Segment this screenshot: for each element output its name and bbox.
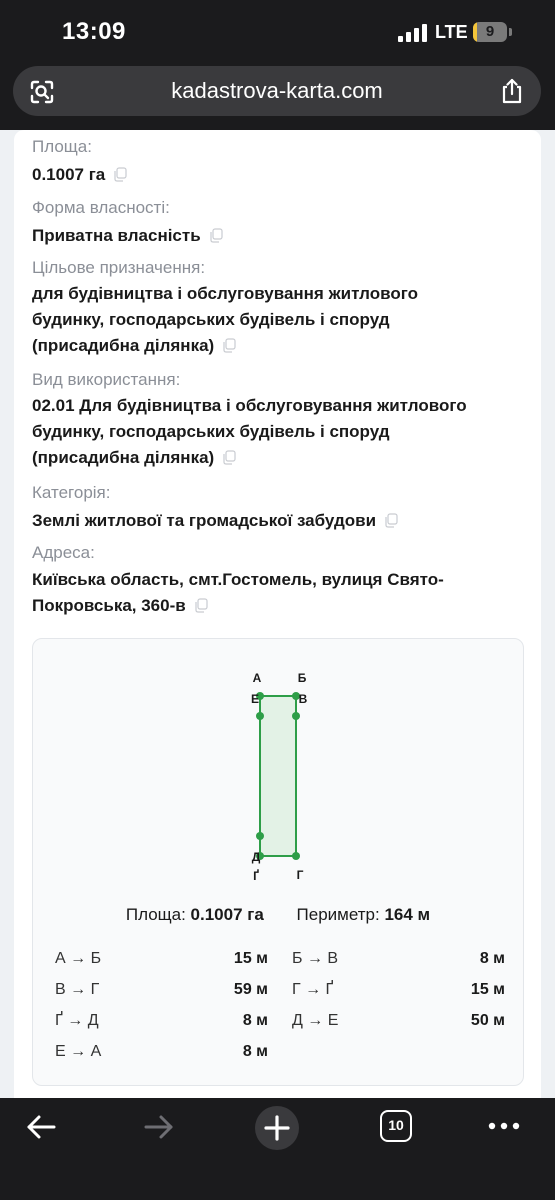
- segment-item: [55, 945, 268, 976]
- address-bar[interactable]: [13, 66, 541, 116]
- battery-tip: [509, 28, 512, 36]
- browser-toolbar: [0, 1098, 555, 1200]
- field-value-address: [32, 567, 522, 619]
- segment-name: Е → А: [55, 1043, 102, 1060]
- value-line: для будівництва і обслуговування житлового: [32, 284, 418, 303]
- field-value-ownership: [32, 223, 522, 249]
- back-arrow-icon[interactable]: [24, 1110, 58, 1144]
- value-line: будинку, господарських будівель і споруд: [32, 310, 390, 329]
- field-label-address: Адреса:: [32, 543, 95, 562]
- status-time: 13:09: [62, 18, 126, 45]
- value-line: Київська область, смт.Гостомель, вулиця Свято-: [32, 570, 444, 589]
- field-value-purpose: [32, 281, 522, 359]
- vertex-point: [256, 832, 264, 840]
- field-label-area: Площа:: [32, 137, 92, 156]
- vertex-point: [292, 712, 300, 720]
- segment-row: [55, 1007, 505, 1038]
- segment-length: 8 м: [242, 1012, 268, 1029]
- area-stat: [126, 905, 264, 925]
- parcel-plan-card: [32, 638, 524, 1086]
- segment-item: [292, 1007, 505, 1038]
- share-icon[interactable]: [499, 77, 525, 105]
- segment-item: [292, 976, 505, 1007]
- segment-length: 8 м: [479, 950, 505, 967]
- vertex-label: Ґ: [253, 869, 259, 883]
- new-tab-icon[interactable]: [254, 1105, 300, 1151]
- signal-icon: [398, 24, 428, 42]
- vertex-label: Б: [297, 671, 307, 685]
- value-line: (присадибна ділянка): [32, 336, 215, 355]
- segment-row: [55, 1038, 505, 1069]
- copy-icon[interactable]: [209, 228, 223, 243]
- segment-name: В → Г: [55, 981, 100, 998]
- parcel-shape-diagram: [33, 639, 523, 899]
- copy-icon[interactable]: [113, 167, 127, 182]
- parcel-stats: [33, 905, 523, 925]
- segment-name: Д → Е: [292, 1012, 339, 1029]
- perimeter-value: 164 м: [384, 905, 431, 924]
- segment-item: [292, 945, 505, 976]
- segment-row: [55, 976, 505, 1007]
- copy-icon[interactable]: [384, 513, 398, 528]
- segment-length: 8 м: [242, 1043, 268, 1060]
- segment-item: [55, 1007, 268, 1038]
- segment-name: Г → Ґ: [292, 981, 334, 998]
- vertex-label: В: [298, 692, 308, 706]
- value-line: Покровська, 360-в: [32, 596, 186, 615]
- copy-icon[interactable]: [194, 598, 208, 613]
- more-options-icon[interactable]: [487, 1120, 521, 1132]
- segment-name: Ґ → Д: [55, 1012, 99, 1029]
- field-value-category: [32, 508, 522, 534]
- segment-length: 50 м: [470, 1012, 505, 1029]
- copy-icon[interactable]: [222, 450, 236, 465]
- value-line: Землі житлової та громадської забудови: [32, 511, 377, 530]
- battery-icon: [473, 22, 507, 42]
- perimeter-label: Периметр:: [296, 905, 380, 924]
- value-line: Приватна власність: [32, 226, 201, 245]
- segment-length: 15 м: [233, 950, 268, 967]
- value-line: 02.01 Для будівництва і обслуговування житлового: [32, 396, 467, 415]
- field-label-usage: Вид використання:: [32, 370, 181, 389]
- segment-lengths: [55, 945, 505, 1069]
- network-type: LTE: [435, 22, 468, 42]
- web-page: [0, 130, 555, 1098]
- value-line: будинку, господарських будівель і споруд: [32, 422, 390, 441]
- parcel-details-sheet: [14, 130, 541, 1098]
- field-value-usage: [32, 393, 522, 471]
- vertex-label: Г: [296, 868, 304, 882]
- perimeter-stat: [297, 905, 431, 925]
- tab-switcher-button[interactable]: 10: [380, 1110, 412, 1142]
- status-bar: [0, 0, 555, 64]
- segment-item: [55, 976, 268, 1007]
- segment-name: А → Б: [55, 950, 102, 967]
- vertex-point: [292, 852, 300, 860]
- value-line: 0.1007 га: [32, 165, 106, 184]
- segment-row: [55, 945, 505, 976]
- segment-length: 15 м: [470, 981, 505, 998]
- vertex-point: [256, 712, 264, 720]
- value-line: (присадибна ділянка): [32, 448, 215, 467]
- segment-length: 59 м: [233, 981, 268, 998]
- field-value-area: [32, 162, 522, 188]
- segment-name: Б → В: [292, 950, 339, 967]
- forward-arrow-icon[interactable]: [142, 1110, 176, 1144]
- area-value: 0.1007 га: [190, 905, 264, 924]
- field-label-category: Категорія:: [32, 483, 111, 502]
- area-label: Площа:: [125, 905, 186, 924]
- copy-icon[interactable]: [222, 338, 236, 353]
- segment-item: [55, 1038, 268, 1069]
- vertex-label: А: [252, 671, 262, 685]
- vertex-label: Д: [251, 850, 261, 864]
- field-label-ownership: Форма власності:: [32, 198, 170, 217]
- battery-percent: 9: [485, 23, 495, 40]
- parcel-polygon: [260, 696, 296, 856]
- field-label-purpose: Цільове призначення:: [32, 258, 206, 277]
- vertex-label: Е: [250, 692, 260, 706]
- url-text[interactable]: kadastrova-karta.com: [171, 78, 383, 103]
